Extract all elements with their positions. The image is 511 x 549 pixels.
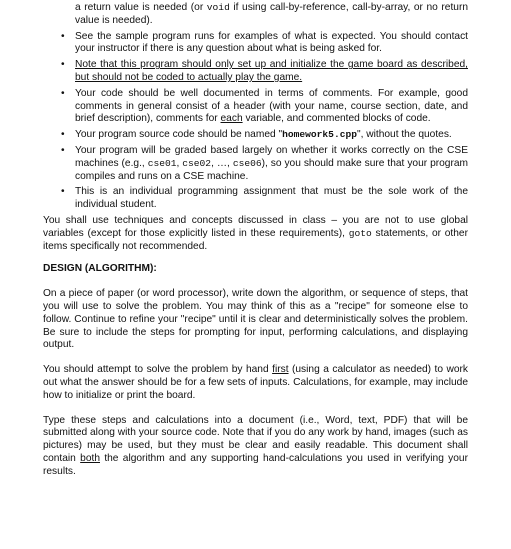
code-filename: homework5.cpp (282, 129, 357, 141)
requirements-list (43, 31, 468, 212)
bullet-icon: • (61, 129, 65, 141)
list-item (43, 186, 468, 212)
text-run: the algorithm and any supporting hand-calculations you used in verifying your results. (43, 452, 468, 477)
text-run-underlined: both (80, 452, 100, 464)
bullet-icon: • (61, 186, 65, 198)
list-item (43, 129, 468, 142)
text-run: ), so you should make sure that your program compiles and runs on a CSE machine. (75, 157, 469, 182)
text-run-underlined: each (220, 113, 243, 125)
bullet-icon: • (61, 87, 65, 99)
text-run: Your program source code should be named " (75, 129, 283, 141)
text-run: You should attempt to solve the problem by hand (43, 364, 273, 376)
bullet-icon: • (61, 30, 65, 42)
text-run: if using call-by-reference, call-by-array, or no return value is needed). (75, 2, 469, 26)
text-run: statements, or other items specifically not recommended. (43, 227, 468, 252)
text-run: , (176, 157, 183, 169)
text-run: , …, (211, 157, 233, 169)
list-item-text: This is an individual programming assignment that must be the sole work of the individual student. (75, 186, 468, 211)
paragraph (43, 364, 468, 402)
text-run: Your code should be well documented in terms of comments. For example, good comments in general consist of a header (with your name, course section, date, and brief description), comments for (75, 87, 468, 125)
text-run: a return value is needed (or (75, 2, 207, 13)
bullet-icon: • (61, 144, 65, 156)
code-void: void (206, 2, 230, 13)
text-run: Type these steps and calculations into a document (i.e., Word, text, PDF) that will be submitted along with your source code. Note that if you do any work by hand, images (such as pictures) may be used, but they must be clear and easily readable. This document shall contain (43, 414, 468, 464)
text-run: Your program will be graded based largely on whether it works correctly on the CSE machines (e.g., (75, 144, 468, 169)
list-item (43, 31, 468, 57)
list-item (43, 88, 468, 126)
list-item-text: See the sample program runs for examples of what is expected. You should contact your instructor if there is any question about what is being asked for. (75, 30, 468, 55)
list-item-text: Note that this program should only set up and initialize the game board as described, but should not be coded to actually play the game. (75, 59, 468, 83)
text-run: ", without the quotes. (356, 129, 452, 141)
paragraph: On a piece of paper (or word processor), write down the algorithm, or sequence of steps, that you will use to solve the problem. You may think of this as a "recipe" for someone else to follow. Continue to refine your "recipe" until it is clear and deterministically solves the problem. Be sure to include the steps for prompting for input, performing calculations, and displaying output. (43, 288, 468, 351)
code-machine: cse02 (182, 157, 212, 169)
code-machine: cse01 (147, 157, 177, 169)
document-page (0, 2, 511, 549)
list-item (43, 59, 468, 85)
section-heading: DESIGN (ALGORITHM): (43, 263, 157, 275)
continued-bullet-text (43, 2, 468, 28)
paragraph (43, 415, 468, 479)
text-run: (using a calculator as needed) to work out what the answer should be for a few sets of inputs. Calculations, for example, may include how to initialize or print the board. (43, 364, 469, 401)
code-machine: cse06 (232, 157, 262, 169)
text-run: You shall use techniques and concepts discussed in class – you are not to use global variables (except for those explicitly listed in these requirements), (43, 214, 468, 239)
text-run-underlined: first (272, 364, 289, 376)
text-run: variable, and commented blocks of code. (242, 113, 431, 125)
paragraph (43, 215, 468, 253)
code-goto: goto (348, 227, 372, 239)
bullet-icon: • (61, 59, 65, 71)
list-item (43, 145, 468, 183)
